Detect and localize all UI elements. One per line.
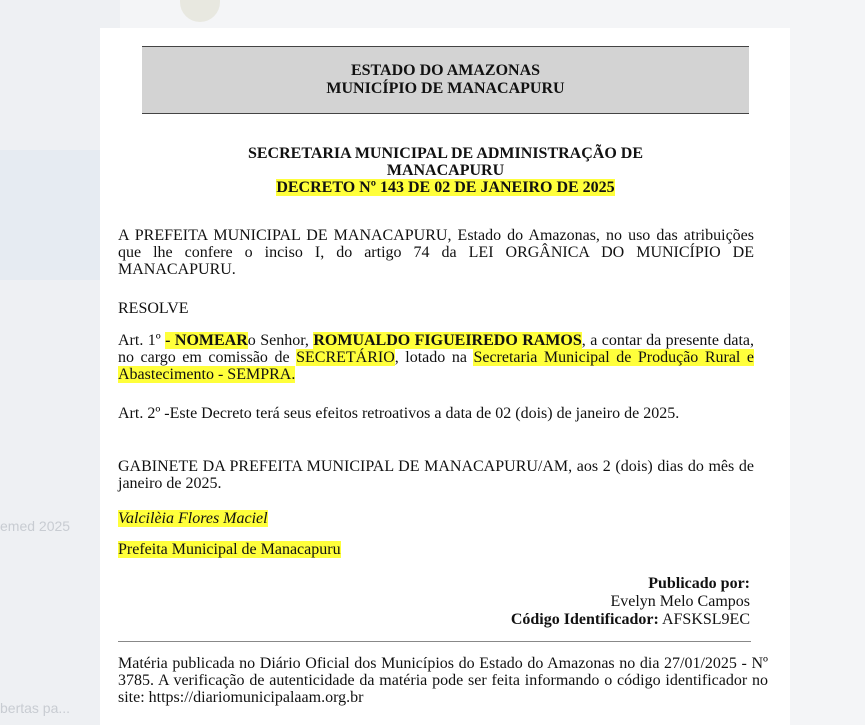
publisher-name: Evelyn Melo Campos bbox=[610, 593, 750, 610]
article-2: Art. 2º -Este Decreto terá seus efeitos retroativos a data de 02 (dois) de janeiro de 2025. bbox=[118, 405, 680, 422]
background-panel bbox=[0, 150, 100, 280]
intro-paragraph: A PREFEITA MUNICIPAL DE MANACAPURU, Estado do Amazonas, no uso das atribuições que lhe confere o inciso I, do artigo 74 da LEI ORGÂNICA DO MUNICÍPIO DE MANACAPURU. bbox=[118, 227, 754, 278]
decreto-title: DECRETO Nº 143 DE 02 DE JANEIRO DE 2025 bbox=[276, 179, 615, 196]
secretaria-title: SECRETARIA MUNICIPAL DE ADMINISTRAÇÃO DE bbox=[247, 145, 643, 162]
secretaria-title-cont: MANACAPURU bbox=[386, 162, 505, 179]
art1-text: , lotado na bbox=[394, 349, 474, 366]
resolve-label: RESOLVE bbox=[118, 300, 189, 317]
signature-name: Valcilèia Flores Maciel bbox=[118, 510, 268, 527]
header-municipality: MUNICÍPIO DE MANACAPURU bbox=[326, 80, 565, 97]
background-avatar bbox=[180, 0, 220, 22]
document-title bbox=[142, 145, 749, 196]
signature-role: Prefeita Municipal de Manacapuru bbox=[118, 541, 341, 558]
background-text: bertas pa... bbox=[0, 700, 71, 716]
art1-text: o Senhor, bbox=[247, 332, 314, 349]
article-1 bbox=[118, 332, 754, 383]
publication-info bbox=[511, 575, 750, 629]
code-label: Código Identificador: bbox=[510, 611, 659, 628]
document-page bbox=[100, 28, 790, 725]
footer-divider bbox=[118, 641, 751, 642]
art1-nomear: - NOMEAR bbox=[165, 332, 248, 349]
appointee-role: SECRETÁRIO bbox=[296, 349, 395, 366]
appointee-name: ROMUALDO FIGUEIREDO RAMOS bbox=[313, 332, 582, 349]
code-value: AFSKSL9EC bbox=[661, 611, 750, 628]
appointee-department: Secretaria Municipal de Produção Rural e Abastecimento - SEMPRA. bbox=[118, 349, 755, 383]
header-state: ESTADO DO AMAZONAS bbox=[350, 62, 541, 79]
art1-text: , a contar da presente data, no cargo em comissão de bbox=[118, 332, 755, 366]
gabinete-paragraph: GABINETE DA PREFEITA MUNICIPAL DE MANACAPURU/AM, aos 2 (dois) dias do mês de janeiro de 2025. bbox=[118, 458, 754, 492]
background-text: emed 2025 bbox=[0, 518, 71, 534]
published-by-label: Publicado por: bbox=[648, 575, 750, 592]
art1-prefix: Art. 1º bbox=[118, 332, 161, 349]
footer-note: Matéria publicada no Diário Oficial dos Municípios do Estado do Amazonas no dia 27/01/2025 - Nº 3785. A verificação de autenticidade da matéria pode ser feita informando o código identificador no site: https://diariomunicipalaam.org.br bbox=[118, 655, 768, 706]
document-header bbox=[142, 46, 749, 114]
